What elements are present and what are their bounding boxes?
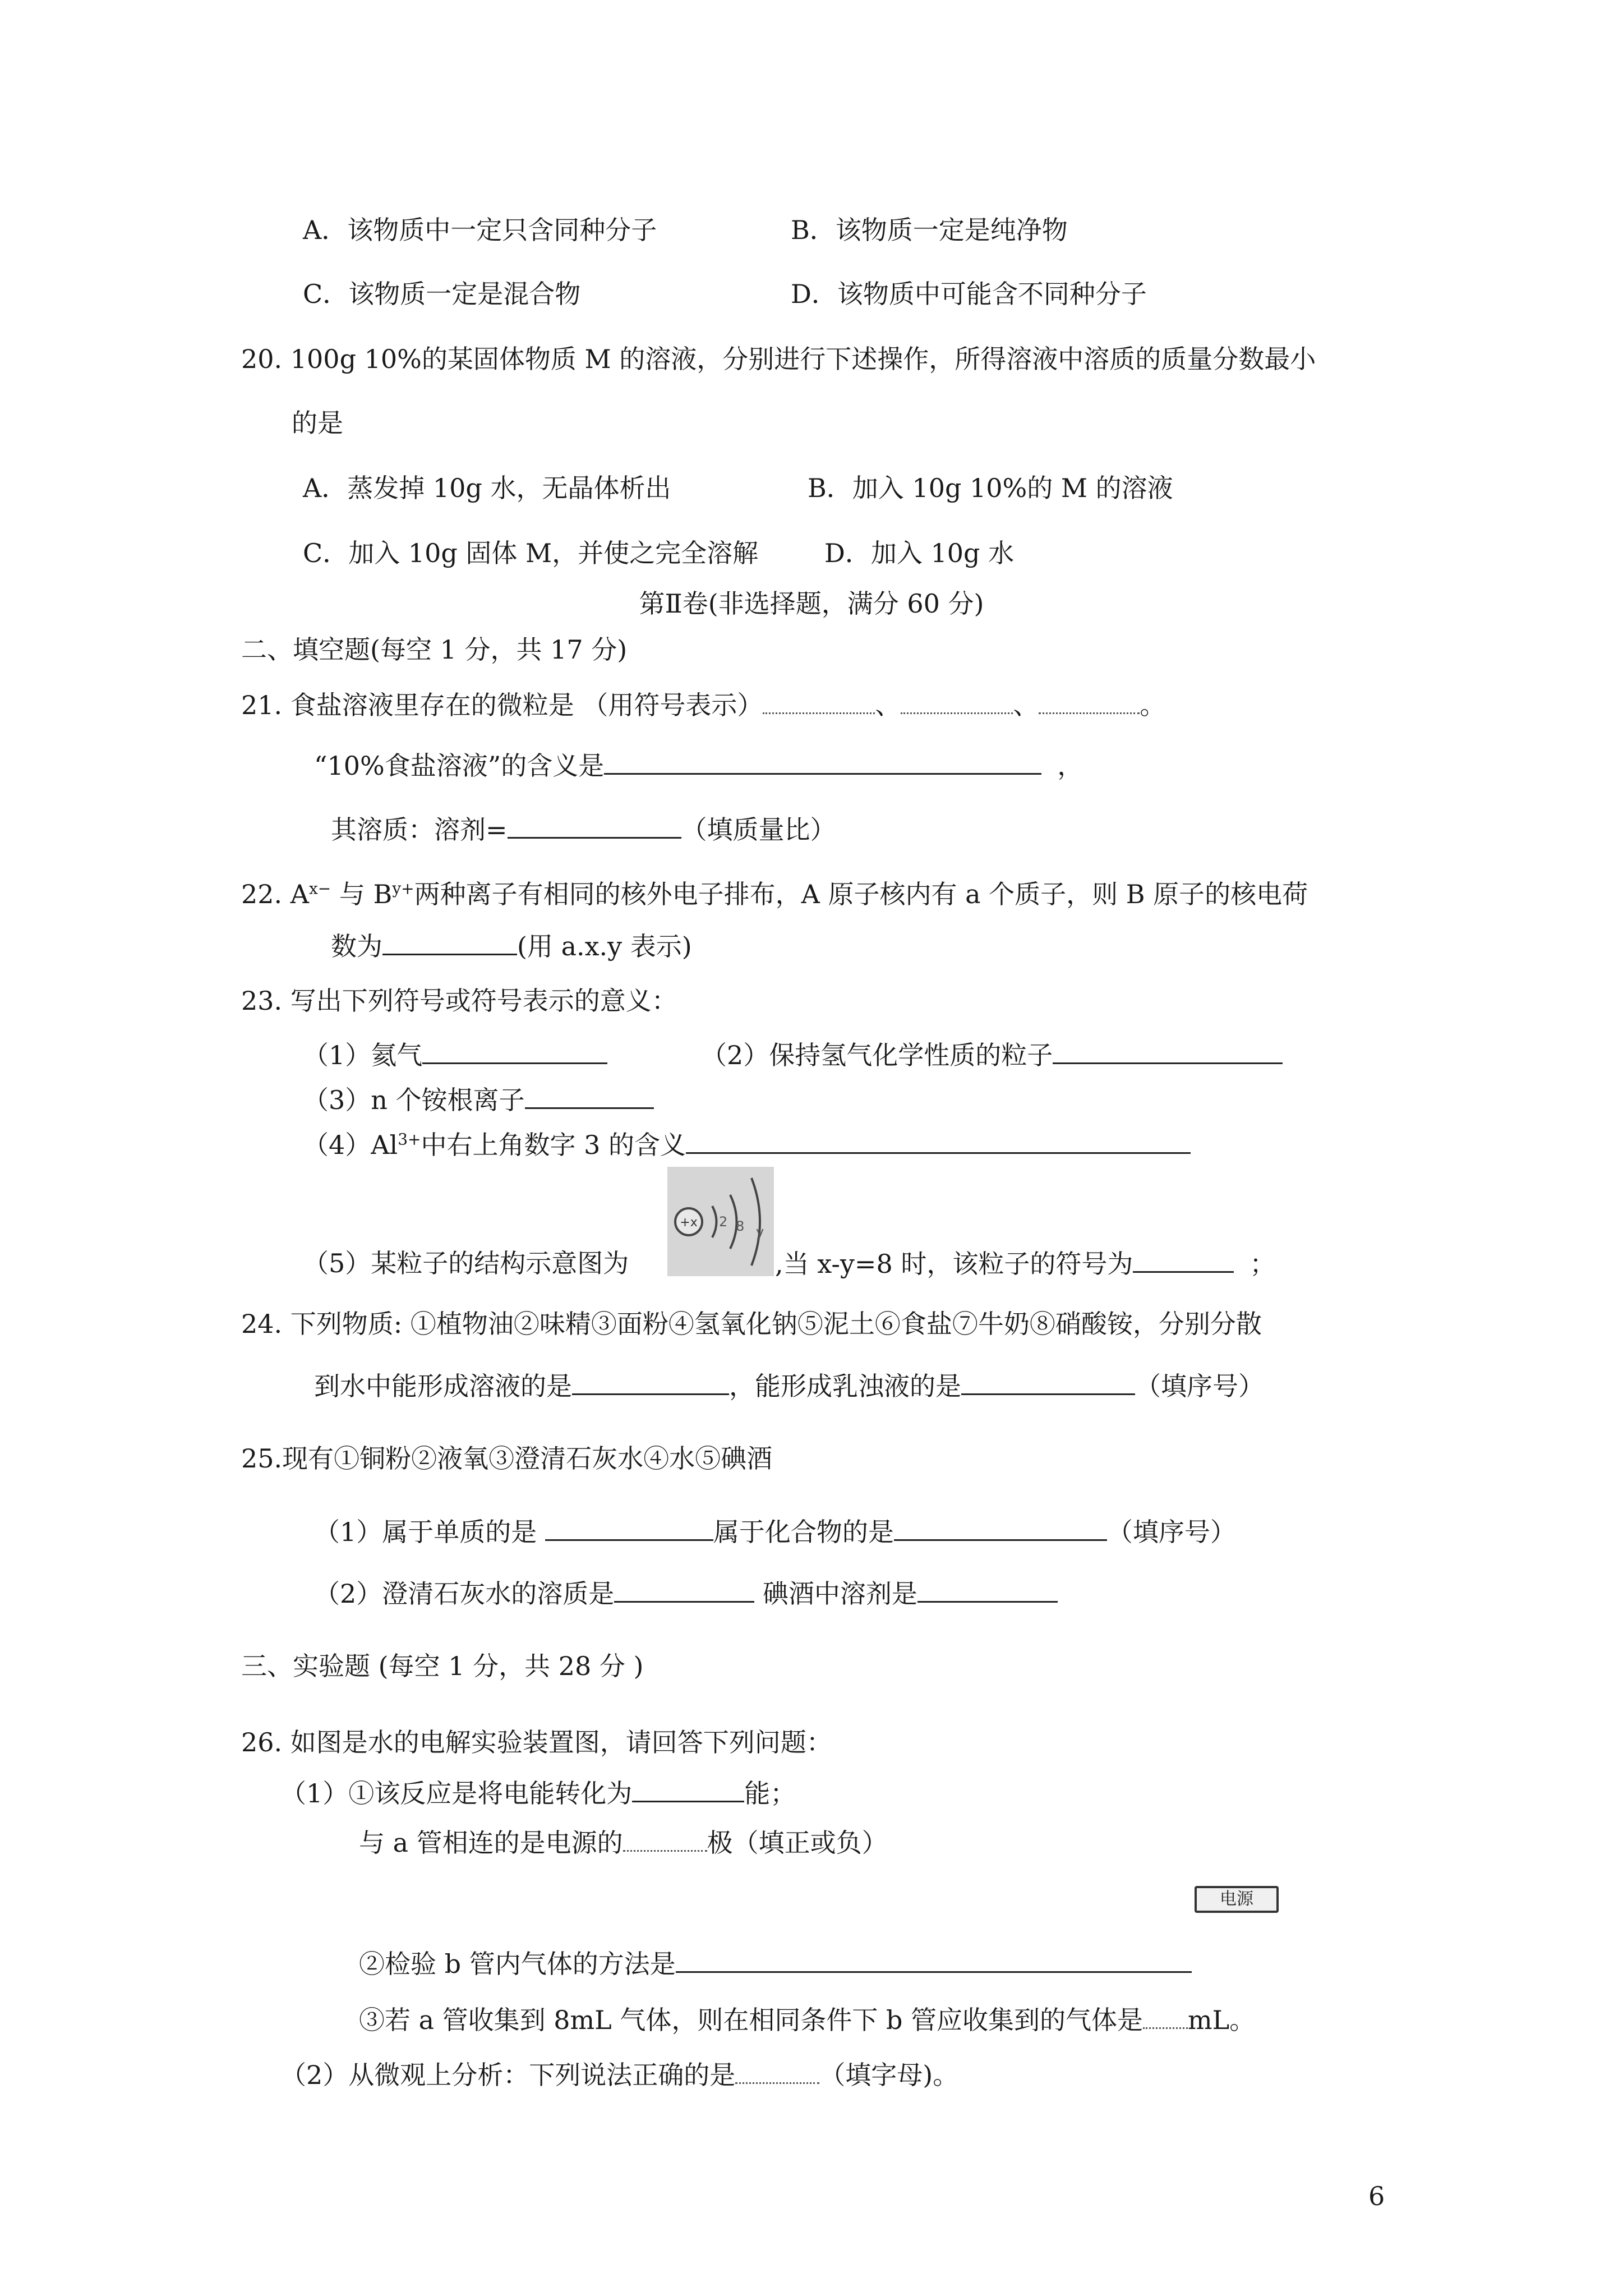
atomic-structure-svg xyxy=(667,1167,774,1276)
q23-blank-2[interactable] xyxy=(1053,1038,1283,1064)
q21-line2: “10%食盐溶液”的含义是 ， xyxy=(314,748,1083,783)
q21-line1: 21. 食盐溶液里存在的微粒是 （用符号表示） 、 、 。 xyxy=(241,688,1165,722)
q22-blank[interactable] xyxy=(382,929,517,955)
q24-blank-1[interactable] xyxy=(572,1369,729,1395)
q20-stem-line1: 20. 100g 10%的某固体物质 M 的溶液，分别进行下述操作，所得溶液中溶质的质量分数最小 xyxy=(241,344,1316,374)
q23-blank-5[interactable] xyxy=(1133,1246,1234,1273)
q22-line2: 数为 (用 a.x.y 表示) xyxy=(331,929,692,963)
q20-option-d: D．加入 10g 水 xyxy=(824,538,1015,568)
q19-option-b: B．该物质一定是纯净物 xyxy=(791,215,1068,245)
q19-option-d: D．该物质中可能含不同种分子 xyxy=(791,279,1147,309)
svg-text:2: 2 xyxy=(719,1214,728,1230)
q26-blank-test[interactable] xyxy=(676,1947,1192,1973)
q20-option-a: A．蒸发掉 10g 水，无晶体析出 xyxy=(303,473,671,503)
q23-blank-1[interactable] xyxy=(422,1038,607,1064)
section2-title: 二、填空题(每空 1 分，共 17 分) xyxy=(241,634,628,665)
q21-blank-3[interactable] xyxy=(1039,688,1140,714)
q25-blank-2[interactable] xyxy=(894,1515,1107,1541)
q26-part2: （2）从微观上分析：下列说法正确的是 （填字母)。 xyxy=(280,2058,958,2092)
q21-blank-2[interactable] xyxy=(901,688,1013,714)
q20-option-b: B．加入 10g 10%的 M 的溶液 xyxy=(808,473,1173,503)
q23-stem: 23. 写出下列符号或符号表示的意义： xyxy=(241,986,677,1016)
svg-text:+x: +x xyxy=(680,1216,698,1230)
q26-part1-line2: 与 a 管相连的是电源的 极（填正或负） xyxy=(359,1825,888,1860)
q22-line1: 22. $A^{x-}$ 与 $B^{y+}$两种离子有相同的核外电子排布，A 原子核内有 a 个质子，则 B 原子的核电荷 xyxy=(241,879,1308,909)
q20-option-c: C．加入 10g 固体 M，并使之完全溶解 xyxy=(303,538,759,568)
q26-part1-line3: ②检验 b 管内气体的方法是 xyxy=(359,1947,1192,1981)
q24-line1: 24. 下列物质: ①植物油②味精③面粉④氢氧化钠⑤泥土⑥食盐⑦牛奶⑧硝酸铵，分别分散 xyxy=(241,1309,1262,1339)
q21-blank-1[interactable] xyxy=(763,688,875,714)
q23-part1: （1）氦气 xyxy=(303,1038,607,1072)
page-number: 6 xyxy=(1368,2181,1385,2211)
q25-blank-1[interactable] xyxy=(545,1515,713,1541)
q21-line3: 其溶质：溶剂= （填质量比） xyxy=(331,812,836,846)
q26-blank-energy[interactable] xyxy=(632,1776,744,1802)
q23-blank-3[interactable] xyxy=(525,1083,654,1109)
q26-part1-line4: ③若 a 管收集到 8mL 气体，则在相同条件下 b 管应收集到的气体是 mL。 xyxy=(359,2003,1255,2037)
q26-stem: 26. 如图是水的电解实验装置图，请回答下列问题： xyxy=(241,1727,832,1757)
section3-title: 三、实验题 (每空 1 分，共 28 分 ) xyxy=(241,1651,644,1681)
q20-stem-line2: 的是 xyxy=(292,408,343,438)
q26-part1-line1: （1）①该反应是将电能转化为 能； xyxy=(280,1776,796,1810)
q25-part1: （1）属于单质的是 属于化合物的是 （填序号） xyxy=(314,1515,1236,1549)
q25-blank-3[interactable] xyxy=(614,1576,754,1603)
q19-option-c: C．该物质一定是混合物 xyxy=(303,279,581,309)
q23-part3: （3）n 个铵根离子 xyxy=(303,1083,654,1117)
q23-part5-b: ,当 x-y=8 时，该粒子的符号为 ； xyxy=(775,1246,1275,1281)
svg-text:y: y xyxy=(756,1224,764,1240)
q23-part5-a: （5）某粒子的结构示意图为 xyxy=(303,1248,629,1278)
q26-blank-pole[interactable] xyxy=(623,1825,707,1852)
q25-stem: 25.现有①铜粉②液氧③澄清石灰水④水⑤碘酒 xyxy=(241,1443,773,1474)
q23-part2: （2）保持氢气化学性质的粒子 xyxy=(701,1038,1283,1072)
q25-blank-4[interactable] xyxy=(917,1576,1058,1603)
q24-line2: 到水中能形成溶液的是 ，能形成乳浊液的是 （填序号） xyxy=(314,1369,1264,1403)
atomic-structure-diagram xyxy=(667,1167,774,1276)
q23-blank-4[interactable] xyxy=(686,1128,1191,1154)
q23-part4: $(4)Al^{3+}$中右上角数字 3 的含义 xyxy=(303,1128,1191,1162)
q24-blank-2[interactable] xyxy=(961,1369,1135,1395)
q26-blank-choice[interactable] xyxy=(735,2058,819,2084)
q25-part2: （2）澄清石灰水的溶质是 碘酒中溶剂是 xyxy=(314,1576,1058,1611)
svg-text:8: 8 xyxy=(736,1218,745,1234)
q21-blank-meaning[interactable] xyxy=(604,748,1041,775)
q19-option-a: A．该物质中一定只含同种分子 xyxy=(303,215,657,245)
q26-blank-volume[interactable] xyxy=(1143,2003,1188,2029)
q21-blank-ratio[interactable] xyxy=(508,812,681,839)
power-source-figure: 电源 xyxy=(1195,1886,1279,1913)
part2-title: 第Ⅱ卷(非选择题，满分 60 分) xyxy=(639,588,984,619)
